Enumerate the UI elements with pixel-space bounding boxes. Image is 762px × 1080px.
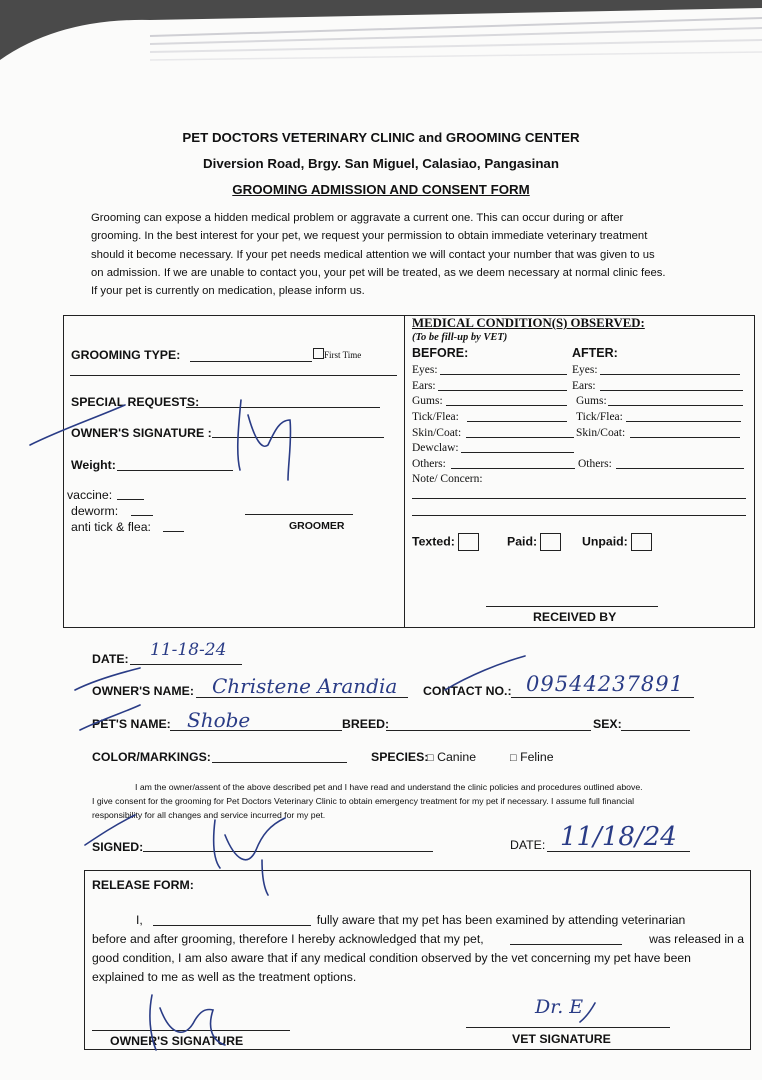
release-text-e: explained to me as well as the treatment options.: [92, 970, 357, 984]
box-divider: [404, 315, 405, 628]
release-text-b: before and after grooming, therefore I hereby acknowledged that my pet,: [92, 932, 484, 946]
before-skin-field[interactable]: [466, 437, 574, 438]
anti-tick-label: anti tick & flea:: [71, 520, 151, 534]
after-others-label: Others:: [578, 458, 612, 470]
special-requests-field[interactable]: [186, 407, 380, 408]
before-eyes-label: Eyes:: [412, 364, 438, 376]
owner-name-value: Christene Arandia: [212, 674, 398, 698]
contact-value: 09544237891: [526, 672, 684, 696]
texted-checkbox: [458, 533, 479, 551]
canine-label: Canine: [437, 750, 477, 764]
before-eyes-field[interactable]: [440, 374, 567, 375]
deworm-field[interactable]: [131, 515, 153, 516]
medical-subtitle: (To be fill-up by VET): [412, 332, 508, 343]
after-eyes-label: Eyes:: [572, 364, 598, 376]
first-time-checkbox[interactable]: [313, 348, 361, 360]
species-label: SPECIES:: [371, 750, 429, 764]
intro-text: Grooming can expose a hidden medical problem or aggravate a current one. This can occur during or after grooming. In the best interest for your pet, we request your permission to obtain immediate veterinary treatment should it become necessary. If your pet needs medical attention we will contact your number that was given to us on admission. If we are unable to contact you, your pet will be treated, as we deem necessary at normal clinic fees. If your pet is currently on medication, please inform us.: [91, 212, 666, 298]
vaccine-label: vaccine:: [67, 488, 113, 502]
after-gums-field[interactable]: [608, 405, 743, 406]
after-eyes-field[interactable]: [600, 374, 740, 375]
special-requests-label: SPECIAL REQUESTS:: [71, 395, 200, 409]
note-field-2[interactable]: [412, 515, 746, 516]
deworm-label: deworm:: [71, 504, 119, 518]
paper-curl: [0, 0, 762, 75]
pet-name-value: Shobe: [187, 708, 251, 732]
received-by-line[interactable]: [486, 606, 658, 607]
paid-checkbox: [540, 533, 561, 551]
before-ears-label: Ears:: [412, 380, 436, 392]
consent-line-1: I am the owner/assent of the above described pet and I have read and understand the clinic policies and procedures outlined above.: [135, 782, 643, 792]
before-dewclaw-field[interactable]: [461, 452, 574, 453]
consent-date-value: 11/18/24: [560, 822, 677, 852]
breed-field[interactable]: [386, 730, 591, 731]
release-name-field[interactable]: [153, 911, 311, 926]
after-skin-field[interactable]: [630, 437, 740, 438]
canine-option[interactable]: □ Canine: [427, 750, 477, 764]
groomer-label: GROOMER: [289, 520, 345, 532]
sex-label: SEX:: [593, 717, 622, 731]
grooming-type-label: GROOMING TYPE:: [71, 348, 181, 362]
vet-signature-value: Dr. E: [535, 996, 584, 1018]
unpaid-option[interactable]: [582, 533, 652, 551]
before-skin-label: Skin/Coat:: [412, 427, 462, 439]
groomer-signature-line[interactable]: [245, 514, 353, 515]
before-gums-field[interactable]: [446, 405, 567, 406]
signed-label: SIGNED:: [92, 840, 144, 854]
first-time-label: First Time: [324, 350, 362, 360]
unpaid-label: Unpaid:: [582, 534, 628, 549]
pet-name-label: PET'S NAME:: [92, 717, 171, 731]
consent-line-3: responsibility for all changes and service incurred for my pet.: [92, 810, 326, 820]
release-owner-signature-line[interactable]: [92, 1030, 290, 1031]
release-pet-field[interactable]: [510, 930, 622, 945]
weight-label: Weight:: [71, 458, 116, 472]
color-label: COLOR/MARKINGS:: [92, 750, 211, 764]
vaccine-field[interactable]: [117, 499, 144, 500]
date-value: 11-18-24: [150, 640, 227, 660]
anti-tick-field[interactable]: [163, 531, 184, 532]
release-text-c: was released in a: [649, 932, 744, 946]
feline-option[interactable]: □ Feline: [510, 750, 554, 764]
breed-label: BREED:: [342, 717, 390, 731]
received-by-label: RECEIVED BY: [533, 610, 617, 624]
before-others-label: Others:: [412, 458, 446, 470]
weight-field[interactable]: [117, 470, 233, 471]
signed-field[interactable]: [143, 851, 433, 852]
after-gums-label: Gums:: [576, 395, 607, 407]
clinic-address: Diversion Road, Brgy. San Miguel, Calasiao, Pangasinan: [203, 156, 559, 171]
owner-name-label: OWNER'S NAME:: [92, 684, 194, 698]
date-field[interactable]: [130, 664, 242, 665]
before-tick-label: Tick/Flea:: [412, 411, 459, 423]
release-text-d: good condition, I am also aware that if any medical condition observed by the vet concerning my pet have been: [92, 951, 691, 965]
clinic-name: PET DOCTORS VETERINARY CLINIC and GROOMING CENTER: [182, 130, 580, 145]
vet-signature-label: VET SIGNATURE: [512, 1032, 611, 1046]
after-ears-field[interactable]: [600, 390, 743, 391]
after-skin-label: Skin/Coat:: [576, 427, 626, 439]
release-title: RELEASE FORM:: [92, 878, 194, 892]
texted-label: Texted:: [412, 534, 455, 549]
vet-signature-line[interactable]: [466, 1027, 670, 1028]
paid-option[interactable]: [507, 533, 561, 551]
after-label: AFTER:: [572, 346, 618, 360]
unpaid-checkbox: [631, 533, 652, 551]
before-tick-field[interactable]: [467, 421, 567, 422]
after-tick-field[interactable]: [626, 421, 741, 422]
after-tick-label: Tick/Flea:: [576, 411, 623, 423]
consent-line-2: I give consent for the grooming for Pet Doctors Veterinary Clinic to obtain emergency treatment for my pet if necessary. I assume full financial: [92, 796, 635, 806]
release-owner-signature-label: OWNER'S SIGNATURE: [110, 1034, 244, 1048]
release-text: [92, 911, 744, 987]
texted-option[interactable]: [412, 533, 479, 551]
before-dewclaw-label: Dewclaw:: [412, 442, 459, 454]
before-label: BEFORE:: [412, 346, 469, 360]
date-label: DATE:: [92, 652, 129, 666]
before-gums-label: Gums:: [412, 395, 443, 407]
grooming-type-field-2[interactable]: [70, 375, 397, 376]
note-field-1[interactable]: [412, 498, 746, 499]
medical-title: MEDICAL CONDITION(S) OBSERVED:: [412, 316, 645, 330]
contact-label: CONTACT NO.:: [423, 684, 512, 698]
color-field[interactable]: [212, 762, 347, 763]
after-ears-label: Ears:: [572, 380, 596, 392]
owner-signature-field[interactable]: [212, 437, 384, 438]
form-title: GROOMING ADMISSION AND CONSENT FORM: [232, 182, 530, 197]
after-others-field[interactable]: [616, 468, 744, 469]
consent-date-label: DATE:: [510, 838, 546, 852]
grooming-type-field[interactable]: [190, 361, 312, 362]
release-i: I,: [136, 913, 143, 927]
before-others-field[interactable]: [451, 468, 575, 469]
before-ears-field[interactable]: [438, 390, 567, 391]
feline-label: Feline: [520, 750, 554, 764]
paid-label: Paid:: [507, 534, 538, 549]
sex-field[interactable]: [621, 730, 690, 731]
release-text-a: fully aware that my pet has been examined by attending veterinarian: [316, 913, 686, 927]
contact-field[interactable]: [511, 697, 694, 698]
owner-signature-label: OWNER'S SIGNATURE :: [71, 426, 212, 440]
note-label: Note/ Concern:: [412, 473, 483, 485]
